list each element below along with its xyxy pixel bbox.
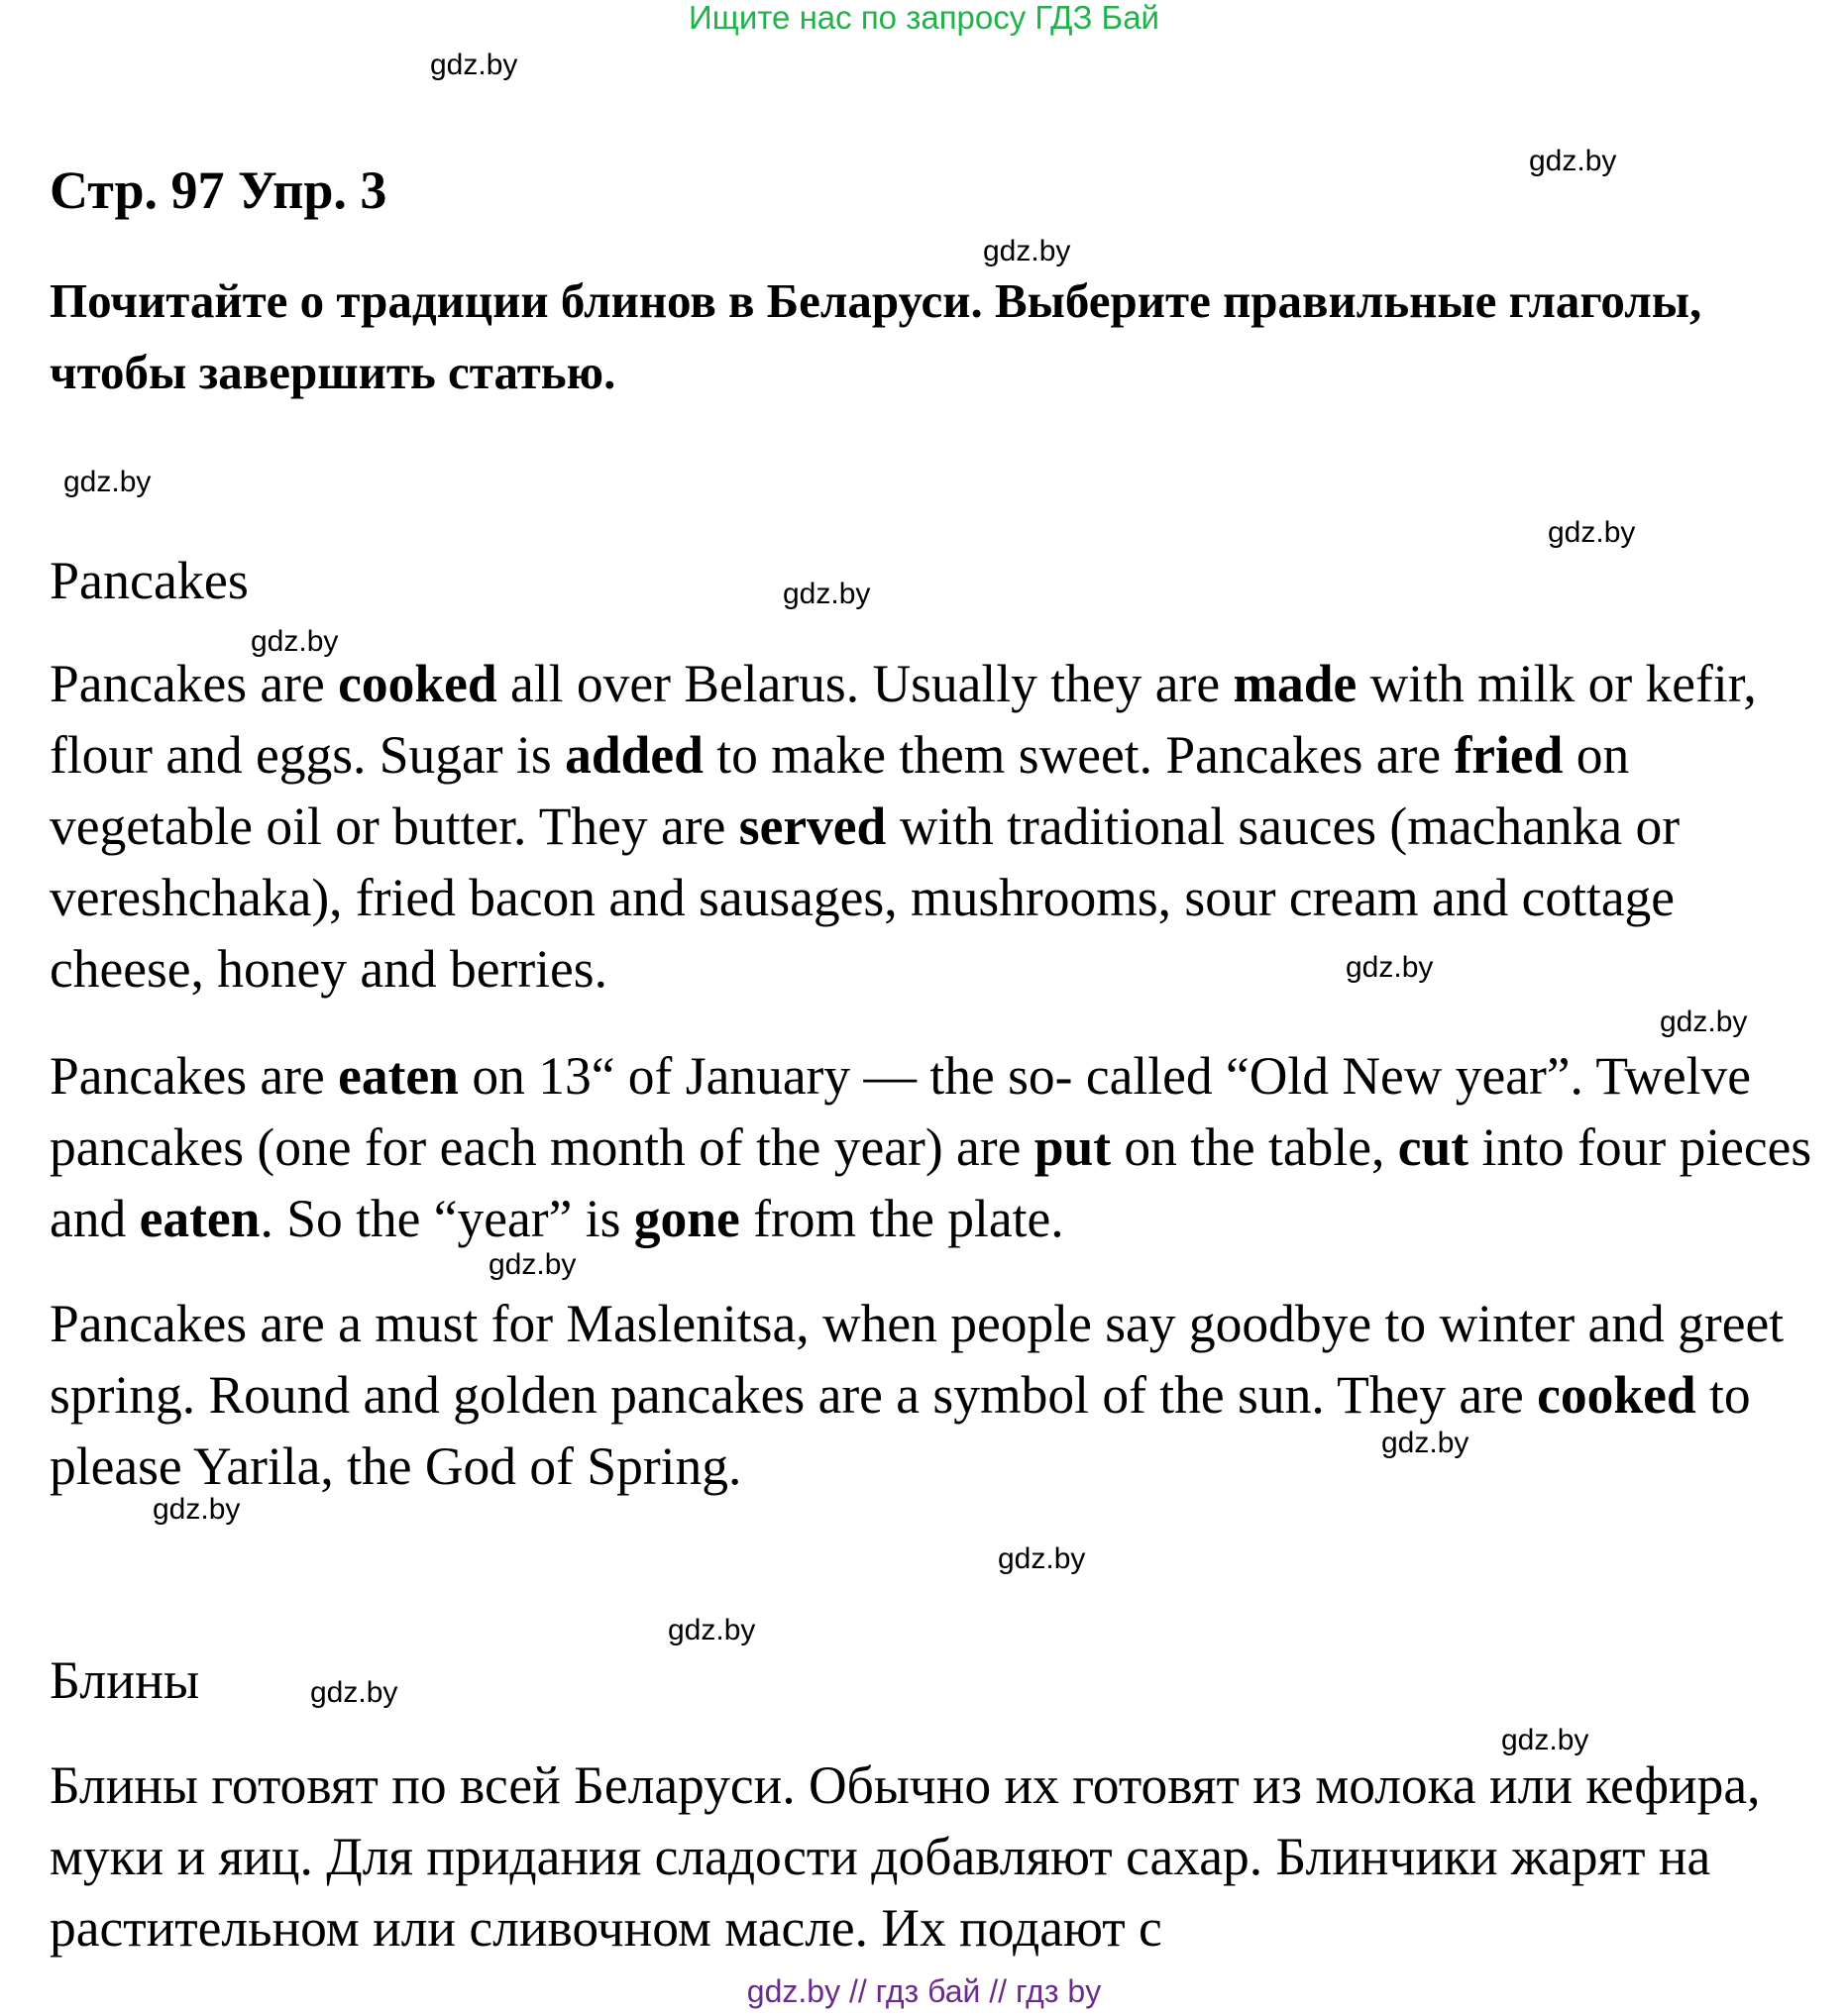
watermark: gdz.by [1548, 516, 1636, 549]
watermark: gdz.by [668, 1614, 756, 1646]
watermark: gdz.by [1660, 1006, 1748, 1038]
watermark: gdz.by [1529, 145, 1617, 177]
page-title: Стр. 97 Упр. 3 [50, 160, 387, 220]
top-banner[interactable]: Ищите нас по запросу ГДЗ Бай [689, 0, 1159, 36]
watermark: gdz.by [153, 1493, 241, 1526]
task-instructions: Почитайте о традиции блинов в Беларуси. Выберите правильные глаголы, чтобы завершить статью. [50, 273, 1702, 399]
watermark: gdz.by [998, 1542, 1086, 1575]
watermark: gdz.by [430, 49, 518, 81]
english-paragraph-1: Pancakes are cooked all over Belarus. Usually they are made with milk or kefir, flour and eggs. Sugar is added to make them sweet. Pancakes are fried on vegetable oil or butter. They are served with traditional sauces (machanka or vereshchaka), fried bacon and sausages, mushrooms, sour cream and cottage cheese, honey and berries. [50, 654, 1757, 999]
watermark: gdz.by [1501, 1724, 1589, 1756]
watermark: gdz.by [1381, 1427, 1469, 1459]
footer-links[interactable]: gdz.by // гдз бай // гдз by [746, 1973, 1102, 2009]
russian-title: Блины [50, 1650, 200, 1710]
watermark: gdz.by [1346, 951, 1434, 984]
watermark: gdz.by [251, 625, 339, 658]
russian-paragraph-1: Блины готовят по всей Беларуси. Обычно их готовят из молока или кефира, муки и яиц. Для придания сладости добавляют сахар. Блинчики жарят на растительном или сливочном масле. Их подают с [50, 1755, 1761, 1958]
watermark: gdz.by [783, 578, 871, 610]
watermark: gdz.by [983, 235, 1071, 267]
english-title: Pancakes [50, 551, 249, 610]
english-paragraph-3: Pancakes are a must for Maslenitsa, when people say goodbye to winter and greet spring. Round and golden pancakes are a symbol of the sun. They are cooked to please Yarila, the God of Spring. [50, 1294, 1785, 1496]
watermark: gdz.by [310, 1676, 398, 1709]
watermark: gdz.by [489, 1248, 577, 1281]
watermark: gdz.by [63, 466, 152, 498]
english-paragraph-2: Pancakes are eaten on 13“ of January — the so- called “Old New year”. Twelve pancakes (one for each month of the year) are put on the table, cut into four pieces and eaten. So the “year” is gone from the plate. [50, 1046, 1812, 1248]
